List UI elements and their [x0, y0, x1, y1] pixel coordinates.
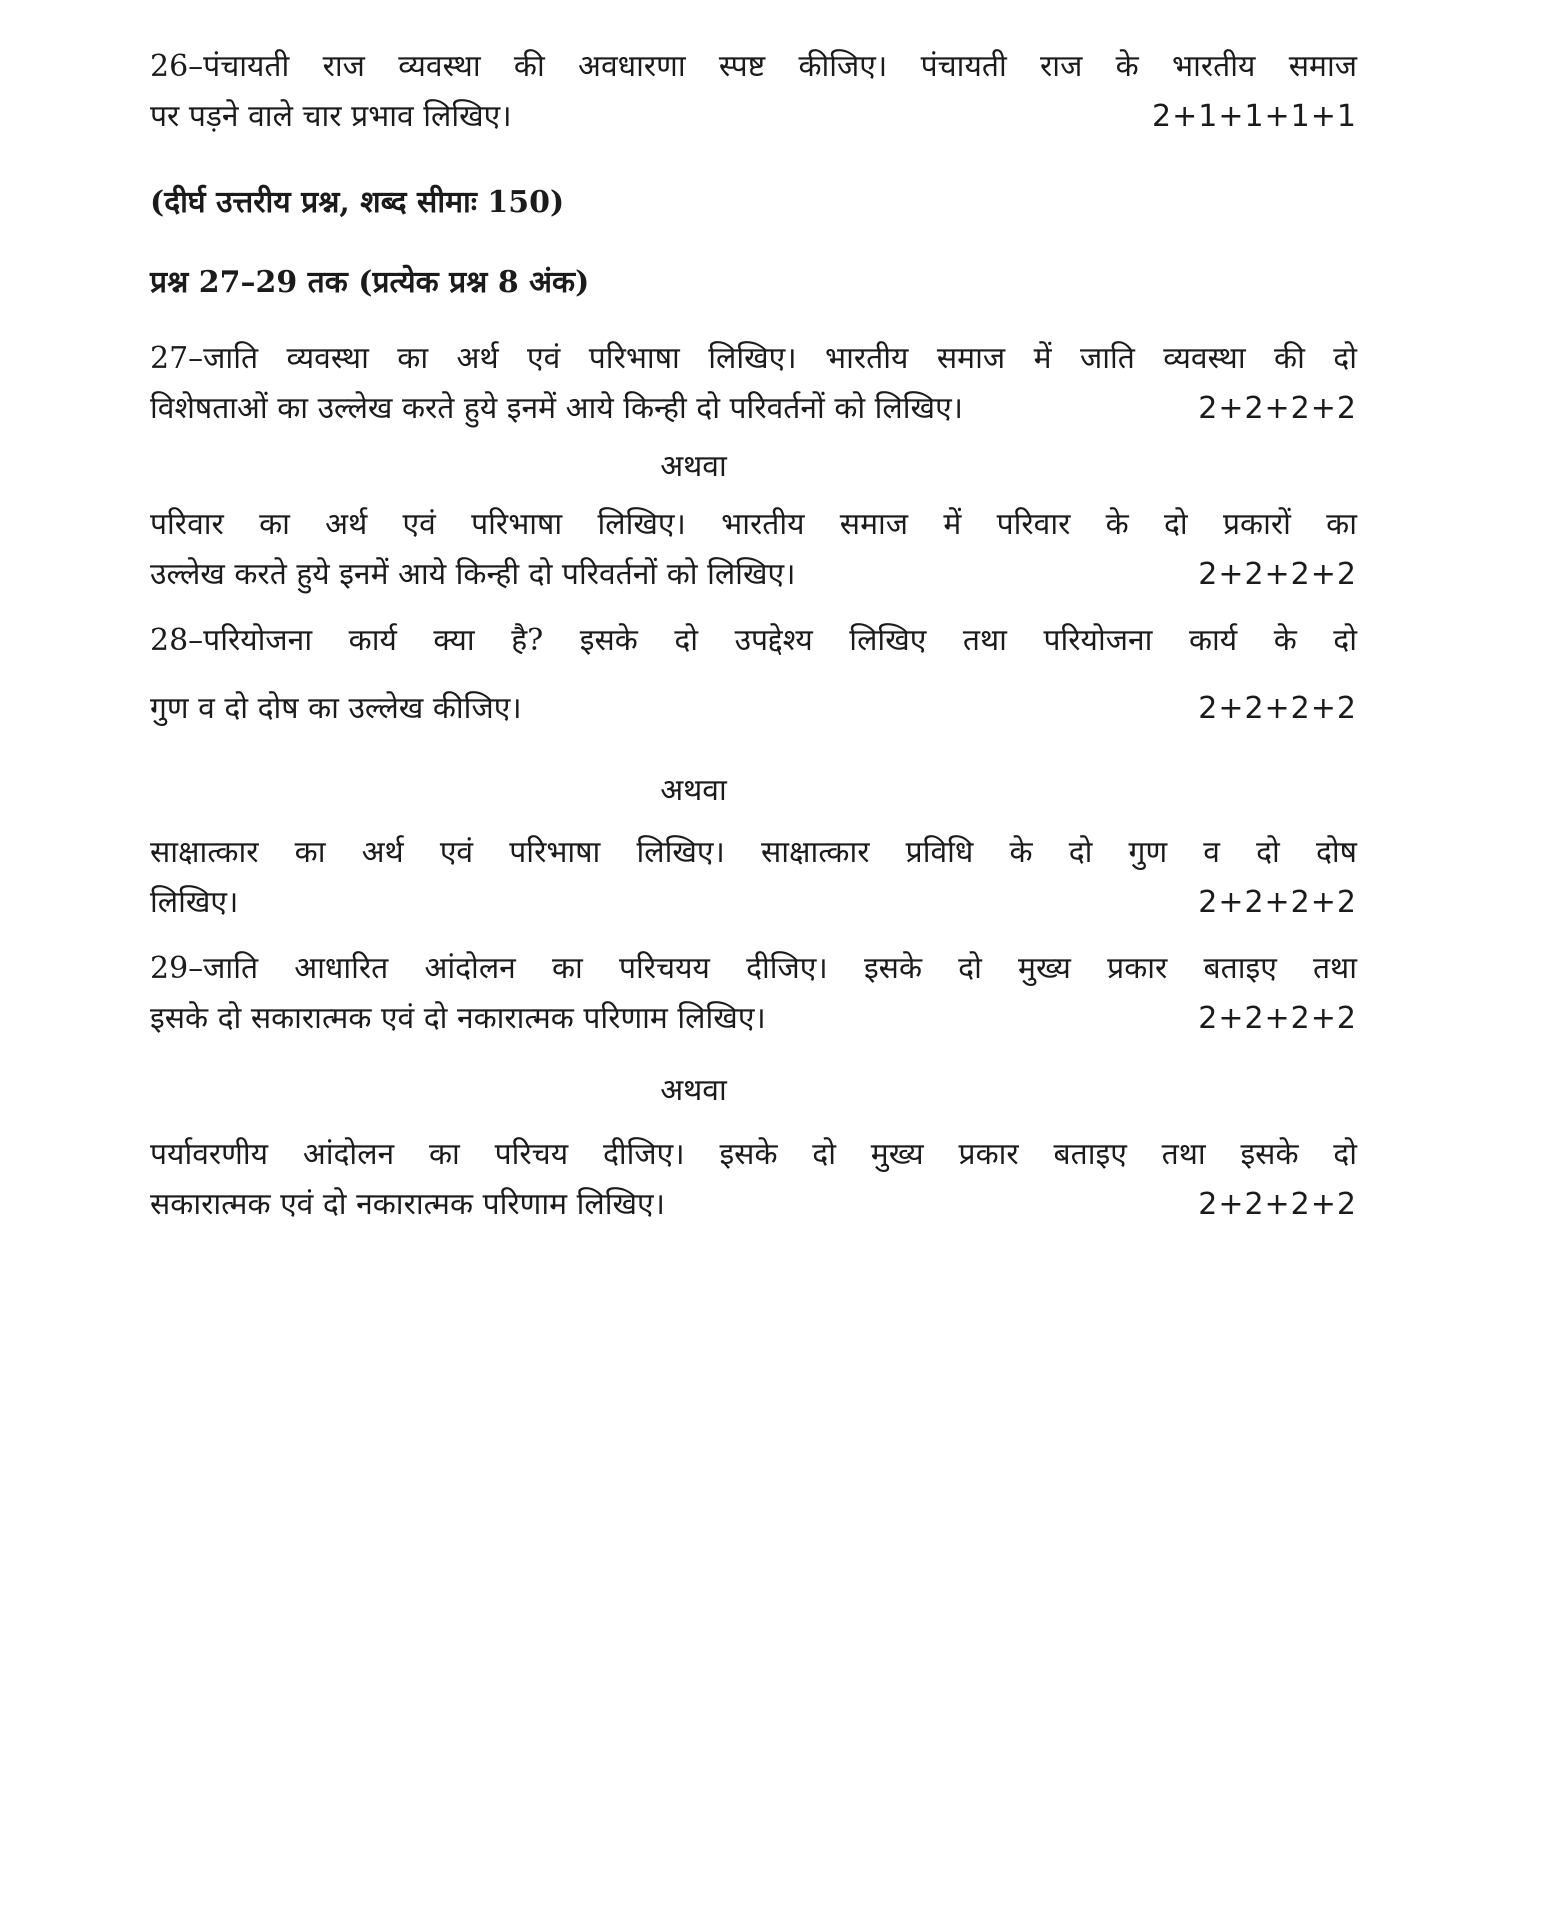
question-28-alt-marks: 2+2+2+2	[1198, 885, 1357, 920]
question-29-last-row	[150, 994, 1357, 1044]
question-29-alt-marks: 2+2+2+2	[1198, 1187, 1357, 1222]
question-27	[150, 334, 1357, 434]
question-28-alt-line1: साक्षात्कार का अर्थ एवं परिभाषा लिखिए। साक्षात्कार प्रविधि के दो गुण व दो दोष	[150, 835, 1357, 870]
question-29-alt-line2: सकारात्मक एवं दो नकारात्मक परिणाम लिखिए।	[150, 1187, 665, 1222]
question-28-marks: 2+2+2+2	[1198, 691, 1357, 726]
question-29-line2: इसके दो सकारात्मक एवं दो नकारात्मक परिणाम लिखिए।	[150, 1001, 766, 1036]
question-27-line2: विशेषताओं का उल्लेख करते हुये इनमें आये किन्ही दो परिवर्तनों को लिखिए।	[150, 391, 964, 426]
question-27-marks: 2+2+2+2	[1198, 391, 1357, 426]
question-29-line1: 29–जाति आधारित आंदोलन का परिचयय दीजिए। इसके दो मुख्य प्रकार बताइए तथा	[150, 951, 1357, 986]
question-27-alt-last-row	[150, 550, 1357, 600]
question-29-alternative	[150, 1130, 1357, 1230]
question-27-alt-marks: 2+2+2+2	[1198, 557, 1357, 592]
question-27-alt-line2: उल्लेख करते हुये इनमें आये किन्ही दो परिवर्तनों को लिखिए।	[150, 557, 796, 592]
section-heading: (दीर्घ उत्तरीय प्रश्न, शब्द सीमाः 150)	[150, 185, 565, 220]
question-range-heading: प्रश्न 27–29 तक (प्रत्येक प्रश्न 8 अंक)	[150, 265, 590, 300]
question-27-last-row	[150, 384, 1357, 434]
question-26-last-row	[150, 92, 1357, 142]
question-28-last-row	[150, 684, 1357, 734]
question-26-line1: 26–पंचायती राज व्यवस्था की अवधारणा स्पष्ट कीजिए। पंचायती राज के भारतीय समाज	[150, 49, 1357, 84]
question-29-marks: 2+2+2+2	[1198, 1001, 1357, 1036]
question-26-marks: 2+1+1+1+1	[1152, 99, 1357, 134]
question-28-alternative	[150, 828, 1357, 928]
question-26-line2: पर पड़ने वाले चार प्रभाव लिखिए।	[150, 99, 512, 134]
question-27-line1: 27–जाति व्यवस्था का अर्थ एवं परिभाषा लिखिए। भारतीय समाज में जाति व्यवस्था की दो	[150, 341, 1357, 376]
question-28-alt-last-row	[150, 878, 1357, 928]
question-27-alt-line1: परिवार का अर्थ एवं परिभाषा लिखिए। भारतीय समाज में परिवार के दो प्रकारों का	[150, 507, 1357, 542]
question-28-line1: 28–परियोजना कार्य क्या है? इसके दो उपद्देश्य लिखिए तथा परियोजना कार्य के दो	[150, 623, 1357, 658]
or-divider-2: अथवा	[660, 773, 727, 808]
or-divider-1: अथवा	[660, 449, 727, 484]
question-28	[150, 616, 1357, 734]
question-29-alt-line1: पर्यावरणीय आंदोलन का परिचय दीजिए। इसके दो मुख्य प्रकार बताइए तथा इसके दो	[150, 1137, 1357, 1172]
question-27-alternative	[150, 500, 1357, 600]
question-26	[150, 42, 1357, 142]
question-29-alt-last-row	[150, 1180, 1357, 1230]
question-28-alt-line2: लिखिए।	[150, 885, 239, 920]
question-29	[150, 944, 1357, 1044]
question-28-line2: गुण व दो दोष का उल्लेख कीजिए।	[150, 691, 522, 726]
or-divider-3: अथवा	[660, 1073, 727, 1108]
